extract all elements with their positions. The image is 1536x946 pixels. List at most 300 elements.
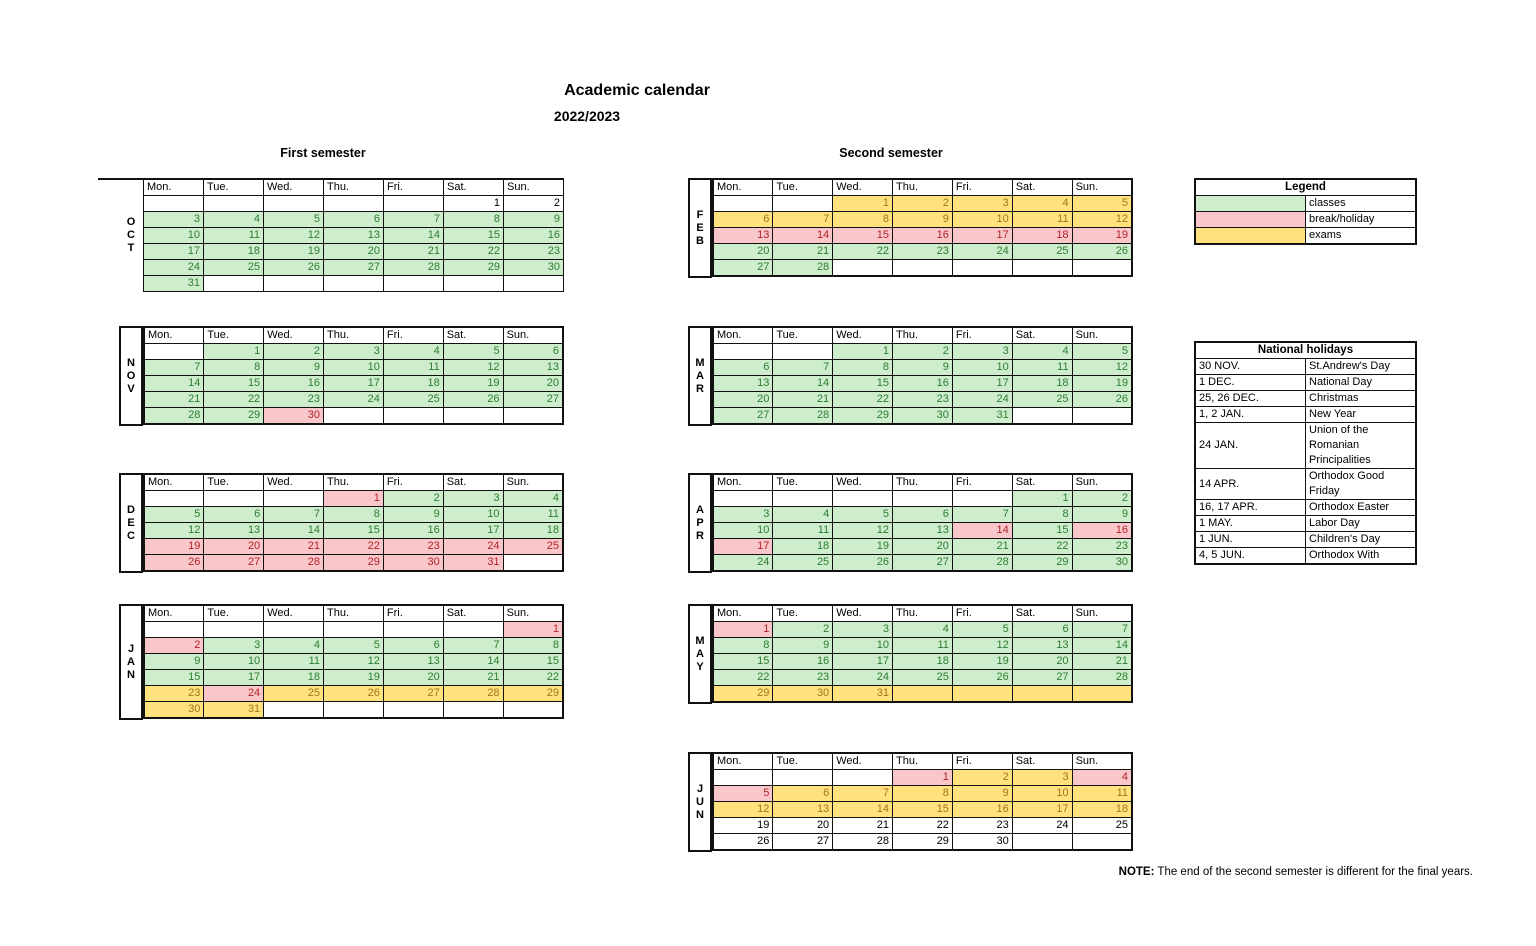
- day-cell: 21: [952, 539, 1012, 555]
- day-cell: 9: [144, 654, 204, 670]
- day-cell: 3: [204, 638, 264, 654]
- day-cell: 23: [893, 244, 953, 260]
- week-row: [144, 408, 563, 425]
- day-header: Thu.: [893, 605, 953, 622]
- day-cell: 31: [204, 702, 264, 719]
- day-cell: 27: [773, 834, 833, 851]
- month-label-feb: [688, 178, 712, 278]
- day-header: Wed.: [264, 474, 324, 491]
- day-cell: 2: [773, 622, 833, 638]
- day-cell: 5: [1072, 344, 1132, 360]
- day-cell: 4: [1012, 196, 1072, 212]
- week-row: [144, 702, 563, 719]
- day-header: Wed.: [264, 179, 324, 196]
- week-row: [713, 638, 1132, 654]
- legend-table: [1194, 178, 1417, 245]
- day-cell: 5: [443, 344, 503, 360]
- day-cell: 13: [1012, 638, 1072, 654]
- day-cell: [264, 491, 324, 507]
- day-cell: 9: [264, 360, 324, 376]
- day-cell: 19: [324, 670, 384, 686]
- day-cell: [443, 622, 503, 638]
- second-semester-title: Second semester: [839, 146, 943, 160]
- week-row: [713, 376, 1132, 392]
- day-cell: 16: [1072, 523, 1132, 539]
- day-cell: 21: [384, 244, 444, 260]
- day-cell: 4: [264, 638, 324, 654]
- month-label-letter: Y: [696, 660, 704, 673]
- month-label-mar: [688, 326, 712, 426]
- day-cell: 31: [144, 276, 204, 292]
- day-cell: 13: [893, 523, 953, 539]
- week-row: [144, 276, 564, 292]
- day-cell: [773, 196, 833, 212]
- day-cell: [1012, 260, 1072, 277]
- week-row: [713, 834, 1132, 851]
- day-cell: [443, 408, 503, 425]
- day-header: Sat.: [443, 474, 503, 491]
- day-cell: 13: [713, 228, 773, 244]
- day-cell: [713, 196, 773, 212]
- day-cell: 26: [144, 555, 204, 572]
- holiday-name: Orthodox With: [1306, 548, 1417, 565]
- month-label-letter: A: [127, 655, 135, 668]
- month-label-letter: F: [696, 208, 704, 221]
- weekday-header-row: [713, 605, 1132, 622]
- holiday-row: [1195, 375, 1416, 391]
- day-cell: 20: [893, 539, 953, 555]
- day-cell: 19: [1072, 376, 1132, 392]
- day-cell: 8: [503, 638, 563, 654]
- day-header: Tue.: [773, 179, 833, 196]
- day-cell: 9: [893, 212, 953, 228]
- empty-region: [324, 276, 384, 292]
- day-header: Sun.: [1072, 327, 1132, 344]
- day-cell: 28: [1072, 670, 1132, 686]
- day-cell: 27: [204, 555, 264, 572]
- day-cell: [144, 344, 204, 360]
- day-cell: 17: [713, 539, 773, 555]
- day-cell: 15: [713, 654, 773, 670]
- month-label-letter: O: [126, 215, 136, 228]
- holiday-name: Orthodox Easter: [1306, 500, 1417, 516]
- day-header: Sun.: [504, 179, 564, 196]
- day-cell: 14: [773, 228, 833, 244]
- day-cell: 21: [443, 670, 503, 686]
- holiday-date: 30 NOV.: [1195, 359, 1306, 375]
- day-cell: 15: [1012, 523, 1072, 539]
- day-cell: [713, 491, 773, 507]
- day-cell: 1: [1012, 491, 1072, 507]
- day-cell: 5: [264, 212, 324, 228]
- day-cell: 29: [503, 686, 563, 702]
- day-cell: 22: [833, 244, 893, 260]
- day-header: Sat.: [443, 605, 503, 622]
- day-header: Sat.: [444, 179, 504, 196]
- day-cell: 28: [952, 555, 1012, 572]
- day-cell: [1072, 686, 1132, 703]
- day-cell: 22: [444, 244, 504, 260]
- day-cell: 5: [324, 638, 384, 654]
- footer-note-label: NOTE:: [1118, 866, 1155, 878]
- month-table-mar: [712, 326, 1133, 425]
- day-cell: 19: [1072, 228, 1132, 244]
- day-cell: 14: [833, 802, 893, 818]
- day-cell: 6: [893, 507, 953, 523]
- day-cell: 12: [324, 654, 384, 670]
- day-cell: 22: [324, 539, 384, 555]
- week-row: [144, 244, 564, 260]
- day-cell: 10: [713, 523, 773, 539]
- week-row: [144, 507, 563, 523]
- day-cell: 24: [324, 392, 384, 408]
- day-cell: 7: [1072, 622, 1132, 638]
- day-cell: 21: [144, 392, 204, 408]
- day-cell: 17: [144, 244, 204, 260]
- day-cell: [144, 622, 204, 638]
- month-label-letter: T: [127, 241, 135, 254]
- day-header: Mon.: [713, 474, 773, 491]
- month-table-oct: [143, 178, 564, 292]
- day-cell: 18: [773, 539, 833, 555]
- day-cell: 6: [503, 344, 563, 360]
- day-cell: [1072, 408, 1132, 425]
- day-header: Thu.: [893, 753, 953, 770]
- day-cell: [773, 770, 833, 786]
- footer-note-text: The end of the second semester is different for the final years.: [1154, 866, 1473, 878]
- day-cell: 26: [952, 670, 1012, 686]
- week-row: [713, 507, 1132, 523]
- day-cell: 15: [503, 654, 563, 670]
- day-cell: 29: [1012, 555, 1072, 572]
- day-cell: 22: [503, 670, 563, 686]
- day-cell: 16: [383, 523, 443, 539]
- day-header: Sat.: [1012, 753, 1072, 770]
- day-header: Tue.: [773, 605, 833, 622]
- day-cell: 23: [893, 392, 953, 408]
- month-label-may: [688, 604, 712, 704]
- day-header: Fri.: [952, 605, 1012, 622]
- day-cell: 3: [443, 491, 503, 507]
- day-cell: [1012, 408, 1072, 425]
- day-cell: 6: [773, 786, 833, 802]
- day-cell: 1: [444, 196, 504, 212]
- holiday-name: St.Andrew's Day: [1306, 359, 1417, 375]
- day-cell: 20: [503, 376, 563, 392]
- day-cell: 18: [893, 654, 953, 670]
- day-cell: 13: [204, 523, 264, 539]
- day-cell: 16: [264, 376, 324, 392]
- week-row: [713, 260, 1132, 277]
- day-cell: 8: [833, 212, 893, 228]
- week-row: [144, 654, 563, 670]
- day-cell: 28: [833, 834, 893, 851]
- week-row: [713, 344, 1132, 360]
- day-cell: 4: [893, 622, 953, 638]
- month-label-letter: J: [127, 642, 135, 655]
- day-cell: 9: [893, 360, 953, 376]
- day-cell: 10: [952, 360, 1012, 376]
- day-cell: 14: [952, 523, 1012, 539]
- day-cell: 26: [1072, 392, 1132, 408]
- day-cell: 10: [144, 228, 204, 244]
- day-cell: 29: [444, 260, 504, 276]
- day-cell: 25: [1012, 392, 1072, 408]
- day-cell: 24: [833, 670, 893, 686]
- month-label-letter: V: [127, 382, 135, 395]
- day-cell: 29: [893, 834, 953, 851]
- holiday-date: 16, 17 APR.: [1195, 500, 1306, 516]
- day-cell: [893, 260, 953, 277]
- day-cell: 16: [893, 376, 953, 392]
- week-row: [144, 376, 563, 392]
- day-cell: 5: [1072, 196, 1132, 212]
- day-cell: 30: [264, 408, 324, 425]
- day-cell: 6: [324, 212, 384, 228]
- holiday-row: [1195, 548, 1416, 565]
- day-cell: 11: [264, 654, 324, 670]
- day-cell: 20: [204, 539, 264, 555]
- empty-region: [204, 276, 264, 292]
- day-cell: 15: [444, 228, 504, 244]
- day-cell: 17: [952, 376, 1012, 392]
- day-cell: 28: [144, 408, 204, 425]
- day-cell: 25: [383, 392, 443, 408]
- page-subtitle: 2022/2023: [553, 108, 621, 124]
- day-cell: 22: [833, 392, 893, 408]
- day-cell: 13: [503, 360, 563, 376]
- empty-region: [504, 276, 564, 292]
- day-cell: 30: [773, 686, 833, 703]
- day-cell: [1072, 260, 1132, 277]
- day-cell: 1: [833, 344, 893, 360]
- day-cell: 7: [443, 638, 503, 654]
- holidays-title: National holidays: [1195, 342, 1416, 359]
- day-cell: [833, 770, 893, 786]
- day-cell: 17: [204, 670, 264, 686]
- holiday-name: Labor Day: [1306, 516, 1417, 532]
- day-header: Fri.: [952, 179, 1012, 196]
- day-header: Mon.: [713, 179, 773, 196]
- month-label-dec: [119, 473, 143, 573]
- day-cell: 24: [713, 555, 773, 572]
- day-header: Fri.: [952, 327, 1012, 344]
- day-cell: 8: [833, 360, 893, 376]
- day-cell: 12: [1072, 212, 1132, 228]
- day-header: Mon.: [144, 327, 204, 344]
- legend-label: break/holiday: [1306, 212, 1417, 228]
- day-cell: 8: [444, 212, 504, 228]
- holiday-row: [1195, 407, 1416, 423]
- week-row: [713, 212, 1132, 228]
- day-cell: 11: [383, 360, 443, 376]
- day-header: Wed.: [833, 179, 893, 196]
- day-cell: [204, 622, 264, 638]
- week-row: [713, 555, 1132, 572]
- day-header: Wed.: [833, 474, 893, 491]
- day-cell: 29: [324, 555, 384, 572]
- day-cell: 20: [1012, 654, 1072, 670]
- day-cell: 2: [893, 344, 953, 360]
- day-cell: 7: [384, 212, 444, 228]
- day-cell: 20: [383, 670, 443, 686]
- day-cell: 9: [383, 507, 443, 523]
- holiday-name: New Year: [1306, 407, 1417, 423]
- day-cell: 17: [1012, 802, 1072, 818]
- week-row: [713, 539, 1132, 555]
- week-row: [713, 818, 1132, 834]
- day-cell: 2: [1072, 491, 1132, 507]
- day-cell: 21: [773, 392, 833, 408]
- day-cell: 1: [713, 622, 773, 638]
- month-label-letter: B: [696, 234, 704, 247]
- day-cell: 31: [833, 686, 893, 703]
- day-cell: [1012, 834, 1072, 851]
- day-cell: 17: [324, 376, 384, 392]
- day-cell: 13: [383, 654, 443, 670]
- week-row: [713, 786, 1132, 802]
- day-header: Sun.: [503, 327, 563, 344]
- day-cell: 28: [443, 686, 503, 702]
- day-cell: 4: [503, 491, 563, 507]
- day-cell: 10: [443, 507, 503, 523]
- week-row: [713, 622, 1132, 638]
- day-cell: 8: [713, 638, 773, 654]
- month-label-jan: [119, 604, 143, 720]
- month-table-apr: [712, 473, 1133, 572]
- day-cell: 27: [1012, 670, 1072, 686]
- day-cell: 7: [264, 507, 324, 523]
- month-label-oct: [119, 178, 143, 292]
- day-cell: 7: [773, 212, 833, 228]
- day-cell: 25: [1072, 818, 1132, 834]
- day-cell: 22: [713, 670, 773, 686]
- day-header: Tue.: [204, 327, 264, 344]
- day-cell: 12: [1072, 360, 1132, 376]
- day-cell: 2: [504, 196, 564, 212]
- day-cell: [324, 702, 384, 719]
- day-header: Sat.: [1012, 327, 1072, 344]
- day-header: Thu.: [324, 327, 384, 344]
- day-cell: 1: [893, 770, 953, 786]
- legend-title: Legend: [1195, 179, 1416, 196]
- week-row: [144, 670, 563, 686]
- first-semester-title: First semester: [280, 146, 366, 160]
- day-header: Thu.: [893, 327, 953, 344]
- day-cell: 2: [383, 491, 443, 507]
- day-cell: 20: [713, 392, 773, 408]
- day-cell: 5: [833, 507, 893, 523]
- day-cell: 28: [773, 260, 833, 277]
- day-cell: 10: [952, 212, 1012, 228]
- day-cell: 8: [324, 507, 384, 523]
- week-row: [144, 212, 564, 228]
- day-cell: 30: [952, 834, 1012, 851]
- day-cell: [144, 196, 204, 212]
- day-cell: 25: [503, 539, 563, 555]
- week-row: [713, 670, 1132, 686]
- holiday-row: [1195, 532, 1416, 548]
- day-cell: [713, 770, 773, 786]
- month-table-nov: [143, 326, 564, 425]
- day-cell: 27: [893, 555, 953, 572]
- day-cell: [893, 491, 953, 507]
- day-cell: 28: [264, 555, 324, 572]
- day-cell: [1012, 686, 1072, 703]
- day-cell: 10: [833, 638, 893, 654]
- day-cell: 1: [324, 491, 384, 507]
- day-cell: [503, 555, 563, 572]
- week-row: [144, 539, 563, 555]
- day-header: Mon.: [144, 474, 204, 491]
- day-cell: [833, 260, 893, 277]
- week-row: [144, 228, 564, 244]
- day-cell: 25: [204, 260, 264, 276]
- day-cell: [324, 196, 384, 212]
- day-header: Tue.: [773, 753, 833, 770]
- day-cell: 15: [324, 523, 384, 539]
- day-cell: 23: [264, 392, 324, 408]
- legend-label: classes: [1306, 196, 1417, 212]
- week-row: [713, 408, 1132, 425]
- month-table-jun: [712, 752, 1133, 851]
- day-cell: [773, 491, 833, 507]
- day-cell: 10: [1012, 786, 1072, 802]
- day-cell: [324, 622, 384, 638]
- month-label-nov: [119, 326, 143, 426]
- day-header: Fri.: [383, 474, 443, 491]
- day-cell: 28: [384, 260, 444, 276]
- day-cell: 22: [893, 818, 953, 834]
- day-header: Tue.: [204, 179, 264, 196]
- week-row: [144, 523, 563, 539]
- day-cell: [773, 344, 833, 360]
- holiday-row: [1195, 516, 1416, 532]
- day-cell: 25: [1012, 244, 1072, 260]
- month-label-letter: M: [695, 634, 705, 647]
- weekday-header-row: [713, 474, 1132, 491]
- day-cell: 8: [1012, 507, 1072, 523]
- day-header: Sun.: [1072, 474, 1132, 491]
- day-cell: 23: [952, 818, 1012, 834]
- day-cell: 14: [384, 228, 444, 244]
- week-row: [713, 654, 1132, 670]
- day-cell: 13: [773, 802, 833, 818]
- day-header: Fri.: [952, 753, 1012, 770]
- day-cell: 18: [1072, 802, 1132, 818]
- day-cell: 5: [952, 622, 1012, 638]
- day-cell: 26: [264, 260, 324, 276]
- empty-region: [444, 276, 504, 292]
- month-label-letter: R: [696, 529, 704, 542]
- week-row: [713, 228, 1132, 244]
- week-row: [144, 555, 563, 572]
- day-cell: [952, 686, 1012, 703]
- legend-title-row: [1195, 179, 1416, 196]
- day-cell: 9: [1072, 507, 1132, 523]
- day-cell: 21: [1072, 654, 1132, 670]
- month-label-letter: A: [696, 647, 704, 660]
- day-cell: 27: [503, 392, 563, 408]
- day-cell: 24: [144, 260, 204, 276]
- day-cell: 9: [773, 638, 833, 654]
- weekday-header-row: [713, 179, 1132, 196]
- footer-note: [1119, 866, 1473, 878]
- day-cell: [952, 260, 1012, 277]
- day-cell: 26: [443, 392, 503, 408]
- table-top-tick: [98, 178, 143, 180]
- day-cell: 17: [952, 228, 1012, 244]
